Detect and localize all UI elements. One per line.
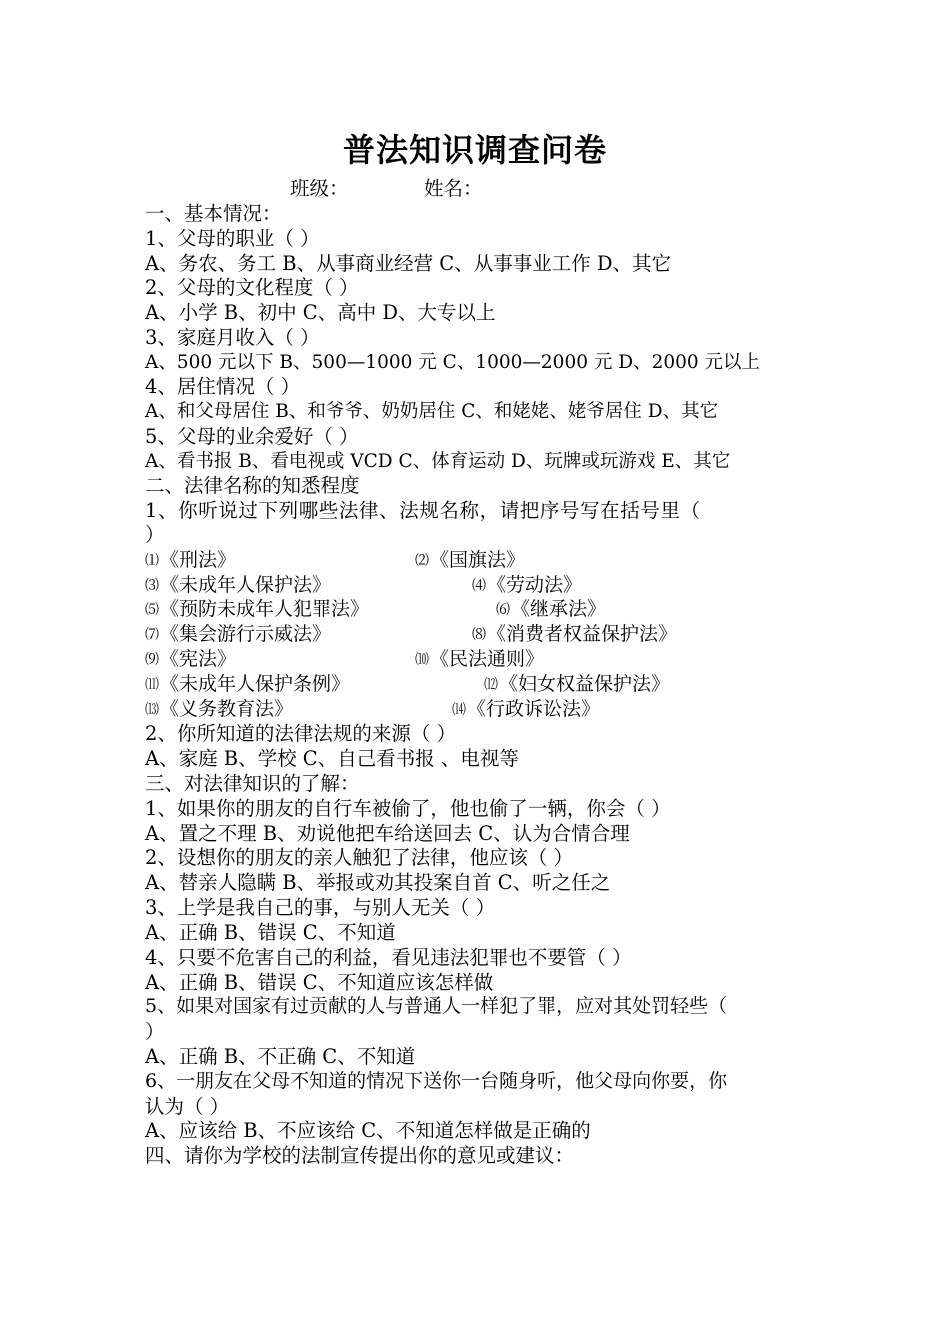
s2-q1-line2: ） bbox=[145, 523, 165, 546]
law-item: ⑺《集会游行示威法》 bbox=[145, 623, 332, 645]
s1-q5-options: A、看书报 B、看电视或 VCD C、体育运动 D、玩牌或玩游戏 E、其它 bbox=[145, 451, 731, 472]
s1-q5: 5、父母的业余爱好（ ） bbox=[145, 425, 359, 448]
law-item: ⑿《妇女权益保护法》 bbox=[484, 673, 671, 695]
law-item: ⑼《宪法》 bbox=[145, 648, 237, 670]
s3-q6-line1: 6、一朋友在父母不知道的情况下送你一台随身听，他父母向你要，你 bbox=[145, 1070, 728, 1092]
s1-q4-options: A、和父母居住 B、和爷爷、奶奶居住 C、和姥姥、姥爷居住 D、其它 bbox=[145, 401, 719, 422]
law-item: ⒁《行政诉讼法》 bbox=[452, 698, 601, 720]
law-item: ⑷《劳动法》 bbox=[472, 574, 583, 596]
s3-q2-options: A、替亲人隐瞒 B、举报或劝其投案自首 C、听之任之 bbox=[145, 871, 611, 894]
section4-heading: 四、请你为学校的法制宣传提出你的意见或建议： bbox=[145, 1144, 575, 1167]
s3-q6-line2: 认为（ ） bbox=[145, 1095, 230, 1118]
s1-q2-options: A、小学 B、初中 C、高中 D、大专以上 bbox=[145, 301, 496, 324]
law-item: ⑶《未成年人保护法》 bbox=[145, 574, 332, 596]
law-item: ⑴《刑法》 bbox=[145, 549, 237, 571]
section1-heading: 一、基本情况： bbox=[145, 202, 282, 225]
document-title: 普法知识调查问卷 bbox=[342, 131, 607, 169]
s3-q1-options: A、置之不理 B、劝说他把车给送回去 C、认为合情合理 bbox=[145, 822, 630, 845]
s3-q3: 3、上学是我自己的事，与别人无关（ ） bbox=[145, 896, 496, 919]
s3-q5-line1: 5、如果对国家有过贡献的人与普通人一样犯了罪，应对其处罚轻些（ bbox=[145, 995, 728, 1017]
law-item: ⑾《未成年人保护条例》 bbox=[145, 673, 351, 695]
s3-q3-options: A、正确 B、错误 C、不知道 bbox=[145, 921, 396, 944]
s3-q4-options: A、正确 B、错误 C、不知道应该怎样做 bbox=[145, 971, 494, 994]
s3-q4: 4、只要不危害自己的利益，看见违法犯罪也不要管（ ） bbox=[145, 946, 632, 969]
law-item: ⑵《国旗法》 bbox=[415, 549, 526, 571]
law-item: ⑸《预防未成年人犯罪法》 bbox=[145, 598, 370, 620]
s3-q5-line2: ） bbox=[145, 1020, 165, 1043]
s1-q3-options: A、500 元以下 B、500—1000 元 C、1000—2000 元 D、2000 元以上 bbox=[145, 352, 761, 373]
s1-q2: 2、父母的文化程度（ ） bbox=[145, 276, 359, 299]
class-field-label: 班级： bbox=[290, 177, 349, 200]
section3-heading: 三、对法律知识的了解： bbox=[145, 772, 360, 795]
s3-q2: 2、设想你的朋友的亲人触犯了法律，他应该（ ） bbox=[145, 846, 574, 869]
law-item: ⑻《消费者权益保护法》 bbox=[472, 623, 678, 645]
law-item: ⑹《继承法》 bbox=[496, 598, 607, 620]
s1-q4: 4、居住情况（ ） bbox=[145, 375, 301, 398]
law-item: ⒀《义务教育法》 bbox=[145, 698, 294, 720]
s2-q2-options: A、家庭 B、学校 C、自己看书报 、电视等 bbox=[145, 747, 519, 770]
name-field-label: 姓名： bbox=[424, 177, 483, 200]
s1-q1: 1、父母的职业（ ） bbox=[145, 227, 320, 250]
s2-q1-line1: 1、你听说过下列哪些法律、法规名称，请把序号写在括号里（ bbox=[145, 499, 701, 522]
section2-heading: 二、法律名称的知悉程度 bbox=[145, 474, 360, 497]
s2-q2: 2、你所知道的法律法规的来源（ ） bbox=[145, 722, 457, 745]
law-item: ⑽《民法通则》 bbox=[415, 648, 545, 670]
s1-q3: 3、家庭月收入（ ） bbox=[145, 326, 320, 349]
s3-q6-options: A、应该给 B、不应该给 C、不知道怎样做是正确的 bbox=[145, 1119, 591, 1142]
s3-q5-options: A、正确 B、不正确 C、不知道 bbox=[145, 1045, 416, 1068]
s1-q1-options: A、务农、务工 B、从事商业经营 C、从事事业工作 D、其它 bbox=[145, 252, 672, 275]
s3-q1: 1、如果你的朋友的自行车被偷了，他也偷了一辆，你会（ ） bbox=[145, 797, 671, 820]
